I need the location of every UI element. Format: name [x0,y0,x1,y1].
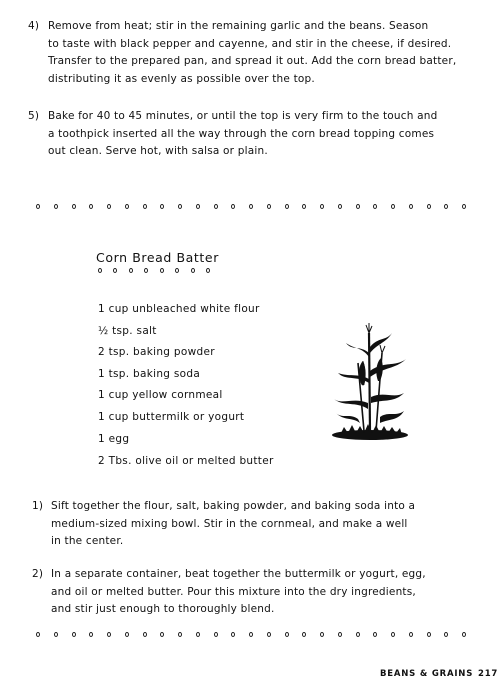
step-number: 4) [28,20,40,32]
step-line: in the center. [51,535,124,547]
step-number: 2) [32,568,44,580]
step-line: to taste with black pepper and cayenne, and stir in the cheese, if desired. [48,37,452,50]
corn-stalk-icon [328,323,412,443]
section-name: BEANS & GRAINS [380,669,474,679]
step-line: distributing it as evenly as possible over the top. [48,72,315,85]
ingredient-item: 1 cup yellow cornmeal [98,389,223,401]
ingredient-item: 2 tsp. baking powder [98,346,215,358]
step-line: Transfer to the prepared pan, and spread it out. Add the corn bread batter, [48,55,457,67]
step-number: 5) [28,110,40,122]
title-underline-dots [98,268,210,273]
step-line: and oil or melted butter. Pour this mixture into the dry ingredients, [51,585,416,598]
step-5 [28,108,488,161]
ingredient-item: 1 tsp. baking soda [98,368,201,380]
recipe-title: Corn Bread Batter [96,250,219,265]
dot-divider [36,204,466,209]
step-line: In a separate container, beat together the buttermilk or yogurt, egg, [51,568,426,580]
step-line: out clean. Serve hot, with salsa or plain. [48,145,268,157]
step-line: Bake for 40 to 45 minutes, or until the top is very firm to the touch and [48,110,438,122]
page-number: 217 [478,669,499,679]
step-line: a toothpick inserted all the way through the corn bread topping comes [48,127,435,140]
step-line: Sift together the flour, salt, baking powder, and baking soda into a [51,500,416,512]
dot-divider [36,632,466,637]
step-4 [28,18,488,88]
step-line: and stir just enough to thoroughly blend. [51,603,275,615]
ingredient-item: 1 cup buttermilk or yogurt [98,411,245,423]
ingredient-item: 1 egg [98,433,130,445]
batter-step-1 [32,498,488,551]
step-line: Remove from heat; stir in the remaining garlic and the beans. Season [48,20,429,32]
ingredient-item: 1 cup unbleached white flour [98,303,260,315]
ingredient-item: ½ tsp. salt [98,325,157,337]
step-line: medium-sized mixing bowl. Stir in the cornmeal, and make a well [51,517,408,530]
ingredient-item: 2 Tbs. olive oil or melted butter [98,455,274,467]
batter-step-2 [32,566,488,619]
step-number: 1) [32,500,44,512]
